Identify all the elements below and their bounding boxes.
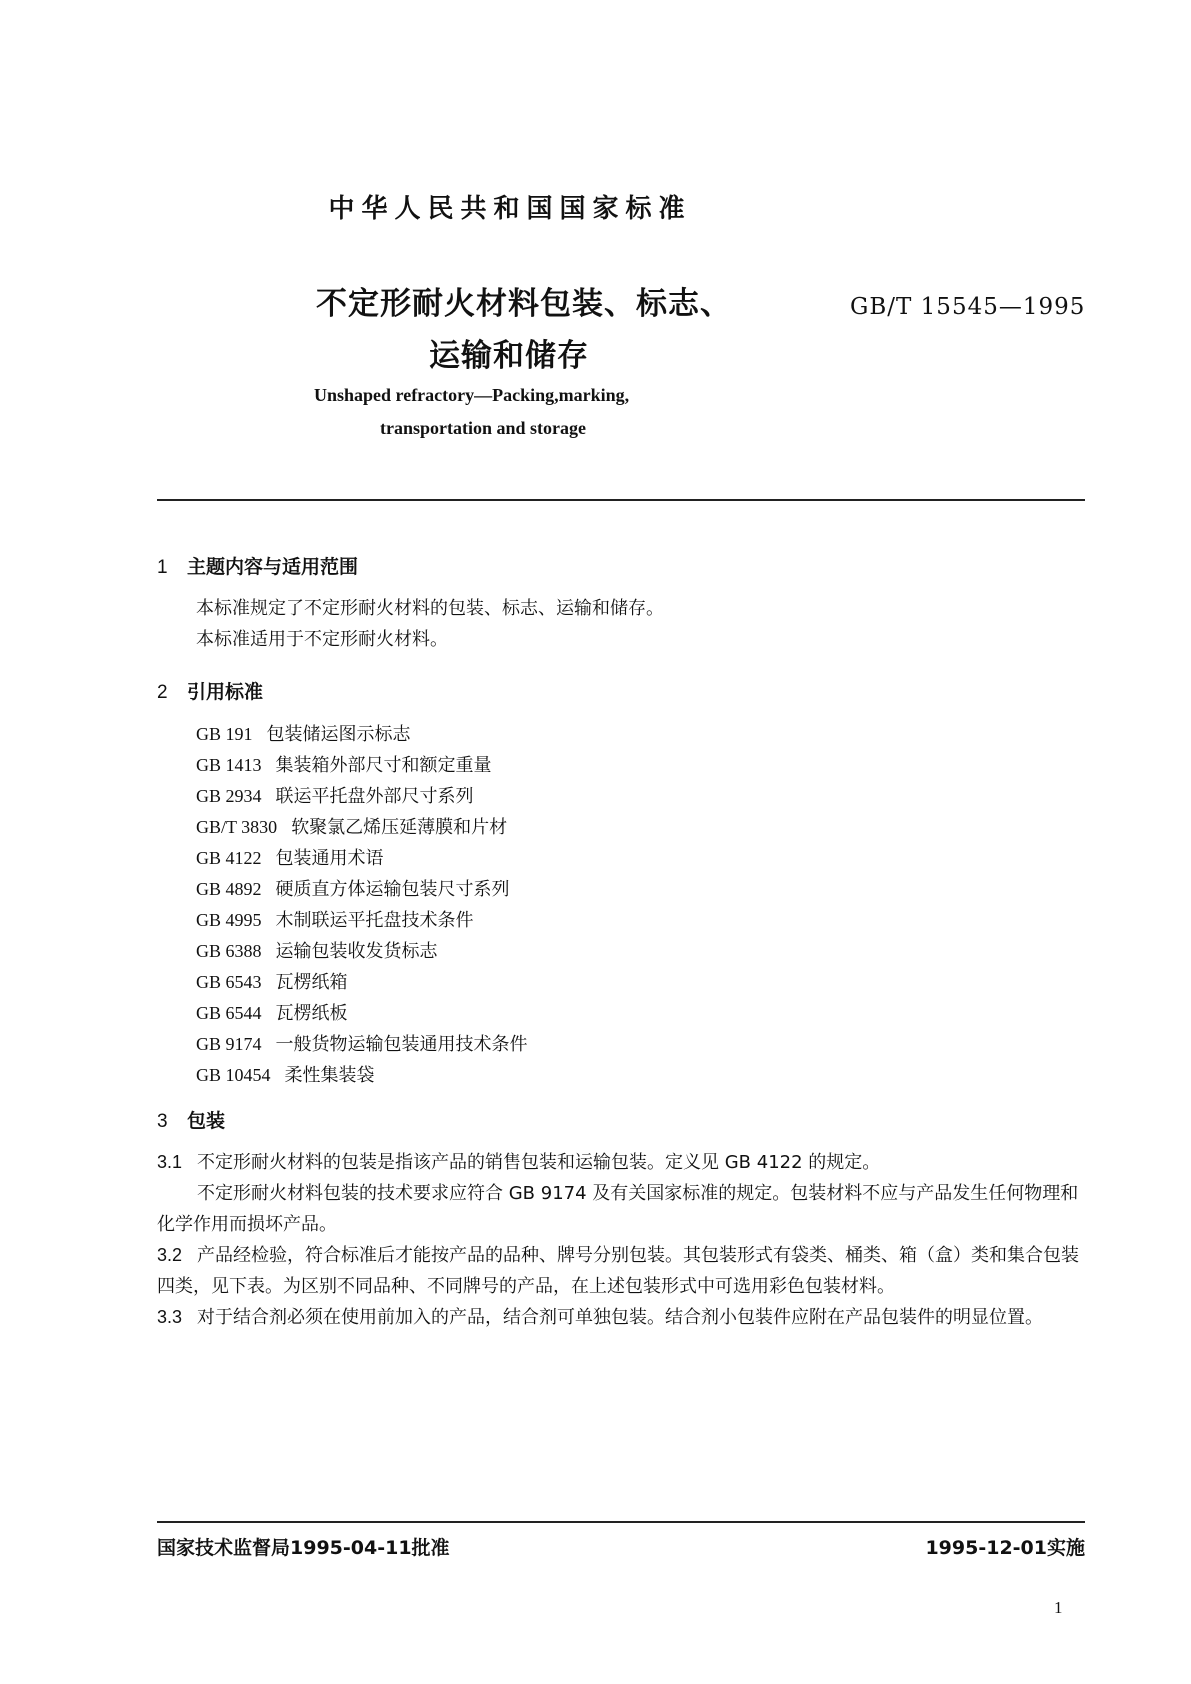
- reference-item: [196, 844, 384, 870]
- reference-title: 木制联运平托盘技术条件: [275, 910, 474, 931]
- section2-heading: [157, 677, 263, 704]
- footer-divider: [157, 1521, 1085, 1523]
- reference-code: GB 10454: [196, 1065, 271, 1085]
- reference-code: GB 9174: [196, 1034, 262, 1054]
- reference-code: GB 4995: [196, 910, 262, 930]
- reference-item: [196, 1030, 528, 1056]
- reference-title: 瓦楞纸箱: [275, 972, 348, 993]
- reference-item: [196, 875, 510, 901]
- reference-title: 集装箱外部尺寸和额定重量: [275, 755, 492, 776]
- clause-3-1-number: 3.1: [157, 1152, 183, 1172]
- clause-3-2-text: 产品经检验，符合标准后才能按产品的品种、牌号分别包装。其包装形式有袋类、桶类、箱（盒）类和集合包装四类，见下表。为区别不同品种、不同牌号的产品，在上述包装形式中可选用彩色包装材料。: [157, 1245, 1079, 1297]
- reference-item: [196, 999, 348, 1025]
- reference-title: 联运平托盘外部尺寸系列: [275, 786, 474, 807]
- reference-item: [196, 968, 348, 994]
- reference-code: GB 6543: [196, 972, 262, 992]
- reference-item: [196, 782, 474, 808]
- page-number: 1: [1054, 1598, 1063, 1617]
- section2-number: 2: [157, 682, 168, 703]
- reference-title: 硬质直方体运输包装尺寸系列: [275, 879, 510, 900]
- reference-item: [196, 813, 507, 839]
- reference-code: GB 191: [196, 724, 253, 744]
- reference-item: [196, 906, 474, 932]
- reference-code: GB 2934: [196, 786, 262, 806]
- reference-code: GB 6544: [196, 1003, 262, 1023]
- section3-heading: [157, 1106, 225, 1133]
- english-title-line2: transportation and storage: [380, 418, 586, 438]
- clause-3-1-continuation: 不定形耐火材料包装的技术要求应符合 GB 9174 及有关国家标准的规定。包装材料不应与产品发生任何物理和化学作用而损坏产品。: [157, 1183, 1079, 1235]
- implementation-line: 1995-12-01实施: [925, 1537, 1085, 1559]
- reference-item: [196, 1061, 375, 1087]
- section1-line2: 本标准适用于不定形耐火材料。: [196, 629, 448, 650]
- section2-title: 引用标准: [187, 681, 264, 703]
- english-title-line1: Unshaped refractory—Packing,marking,: [314, 385, 630, 405]
- reference-code: GB 4892: [196, 879, 262, 899]
- clause-3-1: [157, 1147, 1085, 1178]
- reference-item: [196, 751, 492, 777]
- reference-code: GB 6388: [196, 941, 262, 961]
- reference-item: [196, 720, 411, 746]
- header-divider: [157, 499, 1085, 501]
- reference-code: GB 4122: [196, 848, 262, 868]
- reference-title: 柔性集装袋: [284, 1065, 375, 1086]
- clause-3-3: [157, 1302, 1085, 1333]
- section3-number: 3: [157, 1111, 168, 1132]
- clause-3-3-text: 对于结合剂必须在使用前加入的产品，结合剂可单独包装。结合剂小包装件应附在产品包装件的明显位置。: [197, 1307, 1043, 1328]
- reference-title: 包装通用术语: [275, 848, 384, 869]
- document-title-line1: 不定形耐火材料包装、标志、: [316, 286, 732, 322]
- approval-line: 国家技术监督局1995-04-11批准: [157, 1537, 450, 1559]
- reference-title: 包装储运图示标志: [266, 724, 411, 745]
- document-title-line2: 运输和储存: [429, 338, 589, 374]
- reference-item: [196, 937, 438, 963]
- reference-title: 瓦楞纸板: [275, 1003, 348, 1024]
- clause-3-2: [157, 1240, 1085, 1302]
- section3-title: 包装: [187, 1110, 226, 1132]
- reference-code: GB/T 3830: [196, 817, 278, 837]
- standard-code: GB/T 15545—1995: [850, 294, 1086, 320]
- clause-3-3-number: 3.3: [157, 1307, 183, 1327]
- reference-title: 软聚氯乙烯压延薄膜和片材: [291, 817, 508, 838]
- reference-title: 一般货物运输包装通用技术条件: [275, 1034, 528, 1055]
- section1-line1: 本标准规定了不定形耐火材料的包装、标志、运输和储存。: [196, 598, 664, 619]
- section1-heading: [157, 552, 358, 579]
- section1-title: 主题内容与适用范围: [187, 556, 359, 578]
- reference-code: GB 1413: [196, 755, 262, 775]
- clause-3-1-text: 不定形耐火材料的包装是指该产品的销售包装和运输包装。定义见 GB 4122 的规定。: [197, 1152, 881, 1173]
- clause-3-2-number: 3.2: [157, 1245, 183, 1265]
- section1-number: 1: [157, 557, 168, 578]
- reference-title: 运输包装收发货标志: [275, 941, 438, 962]
- national-standard-heading: 中华人民共和国国家标准: [328, 194, 692, 224]
